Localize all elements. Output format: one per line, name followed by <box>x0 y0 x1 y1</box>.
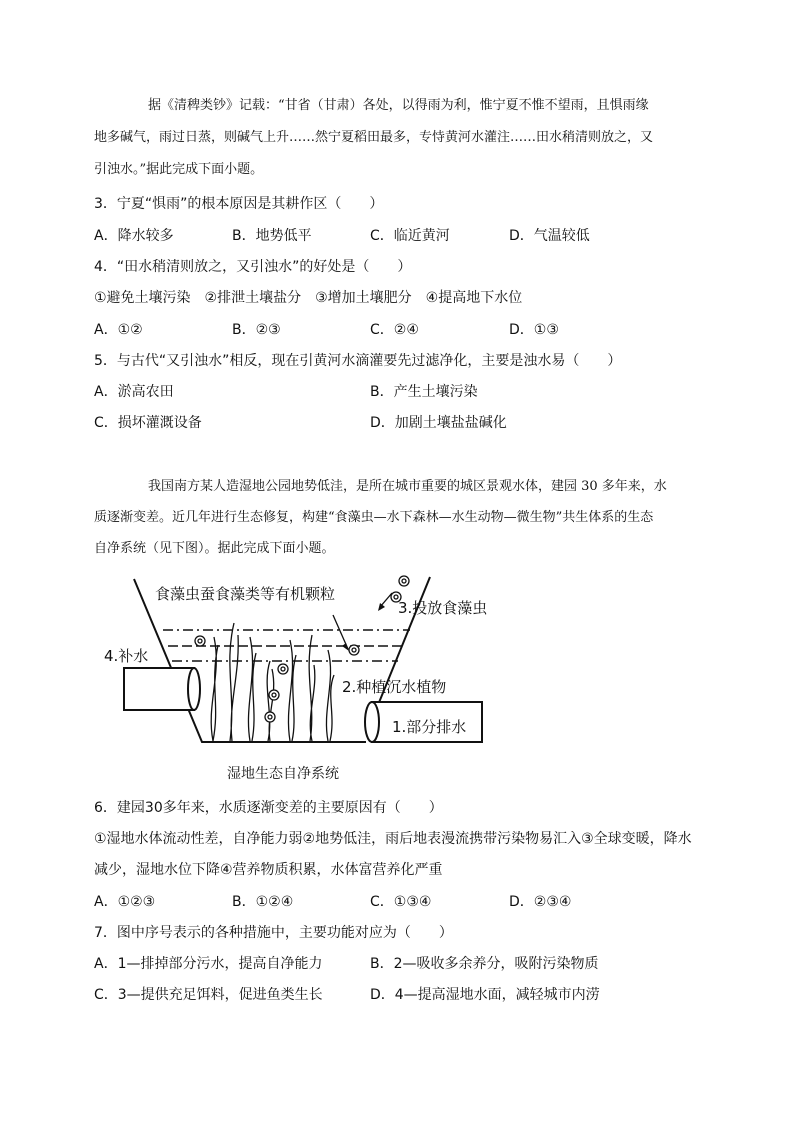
q4-choices: ①避免土壤污染 ②排泄土壤盐分 ③增加土壤肥分 ④提高地下水位 <box>94 290 523 306</box>
passage1-line3: 引浊水。”据此完成下面小题。 <box>94 162 264 177</box>
passage1-line1: 据《清稗类钞》记载：“甘省（甘肃）各处，以得雨为利，惟宁夏不惟不望雨，且惧雨缘 <box>148 98 649 113</box>
q7-stem: 7．图中序号表示的各种措施中，主要功能对应为（ ） <box>94 925 453 941</box>
wetland-diagram <box>0 565 794 795</box>
q5-stem: 5．与古代“又引浊水”相反，现在引黄河水滴灌要先过滤净化，主要是浊水易（ ） <box>94 353 622 369</box>
q6-choices-line1: ①湿地水体流动性差，自净能力弱②地势低洼，雨后地表漫流携带污染物易汇入③全球变暖，降水 <box>94 831 692 847</box>
figure-label-4: 4.补水 <box>104 647 149 665</box>
q5-option-d[interactable]: D．加剧土壤盐盐碱化 <box>370 415 507 431</box>
outlet-pipe-mouth <box>365 702 379 742</box>
q4-option-d[interactable]: D．①③ <box>509 322 559 338</box>
q4-option-c[interactable]: C．②④ <box>370 322 419 338</box>
q4-stem: 4．“田水稍清则放之，又引浊水”的好处是（ ） <box>94 259 412 275</box>
inlet-pipe <box>124 668 194 710</box>
figure-label-top: 食藻虫蚕食藻类等有机颗粒 <box>155 585 336 603</box>
q3-option-a[interactable]: A．降水较多 <box>94 228 174 244</box>
figure-label-1: 1.部分排水 <box>392 718 467 736</box>
q6-option-b[interactable]: B．①②④ <box>232 894 294 910</box>
q7-option-a[interactable]: A．1—排掉部分污水，提高自净能力 <box>94 956 323 972</box>
q3-option-d[interactable]: D．气温较低 <box>509 228 590 244</box>
q5-option-a[interactable]: A．淤高农田 <box>94 384 174 400</box>
passage2-line3: 自净系统（见下图）。据此完成下面小题。 <box>94 541 335 556</box>
q6-choices-line2: 减少，湿地水位下降④营养物质积累，水体富营养化严重 <box>94 862 443 878</box>
submerged-plants <box>211 623 334 741</box>
inlet-pipe-mouth <box>188 668 200 710</box>
q5-option-c[interactable]: C．损坏灌溉设备 <box>94 415 202 431</box>
q7-option-d[interactable]: D．4—提高湿地水面，减轻城市内涝 <box>370 987 600 1003</box>
arrow-head-down <box>342 643 349 651</box>
q3-option-c[interactable]: C．临近黄河 <box>370 228 450 244</box>
q7-option-c[interactable]: C．3—提供充足饵料，促进鱼类生长 <box>94 987 323 1003</box>
passage2-line2: 质逐渐变差。近几年进行生态修复，构建“食藻虫—水下森林—水生动物—微生物”共生体系的生态 <box>94 510 654 525</box>
q6-option-a[interactable]: A．①②③ <box>94 894 156 910</box>
q3-option-b[interactable]: B．地势低平 <box>232 228 312 244</box>
q6-option-d[interactable]: D．②③④ <box>509 894 572 910</box>
figure-label-3: 3.投放食藻虫 <box>398 599 488 617</box>
passage1-line2: 地多碱气，雨过日蒸，则碱气上升……然宁夏稻田最多，专恃黄河水灌注……田水稍清则放之，又 <box>94 130 654 145</box>
q7-option-b[interactable]: B．2—吸收多余养分，吸附污染物质 <box>370 956 599 972</box>
q3-stem: 3．宁夏“惧雨”的根本原因是其耕作区（ ） <box>94 196 384 212</box>
q5-option-b[interactable]: B．产生土壤污染 <box>370 384 478 400</box>
passage2-line1: 我国南方某人造湿地公园地势低洼，是所在城市重要的城区景观水体，建园 30 多年来，水 <box>148 479 667 494</box>
q6-stem: 6．建园30多年来，水质逐渐变差的主要原因有（ ） <box>94 800 443 816</box>
q6-option-c[interactable]: C．①③④ <box>370 894 432 910</box>
figure-caption: 湿地生态自净系统 <box>227 766 339 782</box>
q4-option-a[interactable]: A．①② <box>94 322 143 338</box>
arrow-head-release <box>378 603 385 611</box>
q4-option-b[interactable]: B．②③ <box>232 322 281 338</box>
figure-label-2: 2.种植沉水植物 <box>342 678 447 696</box>
